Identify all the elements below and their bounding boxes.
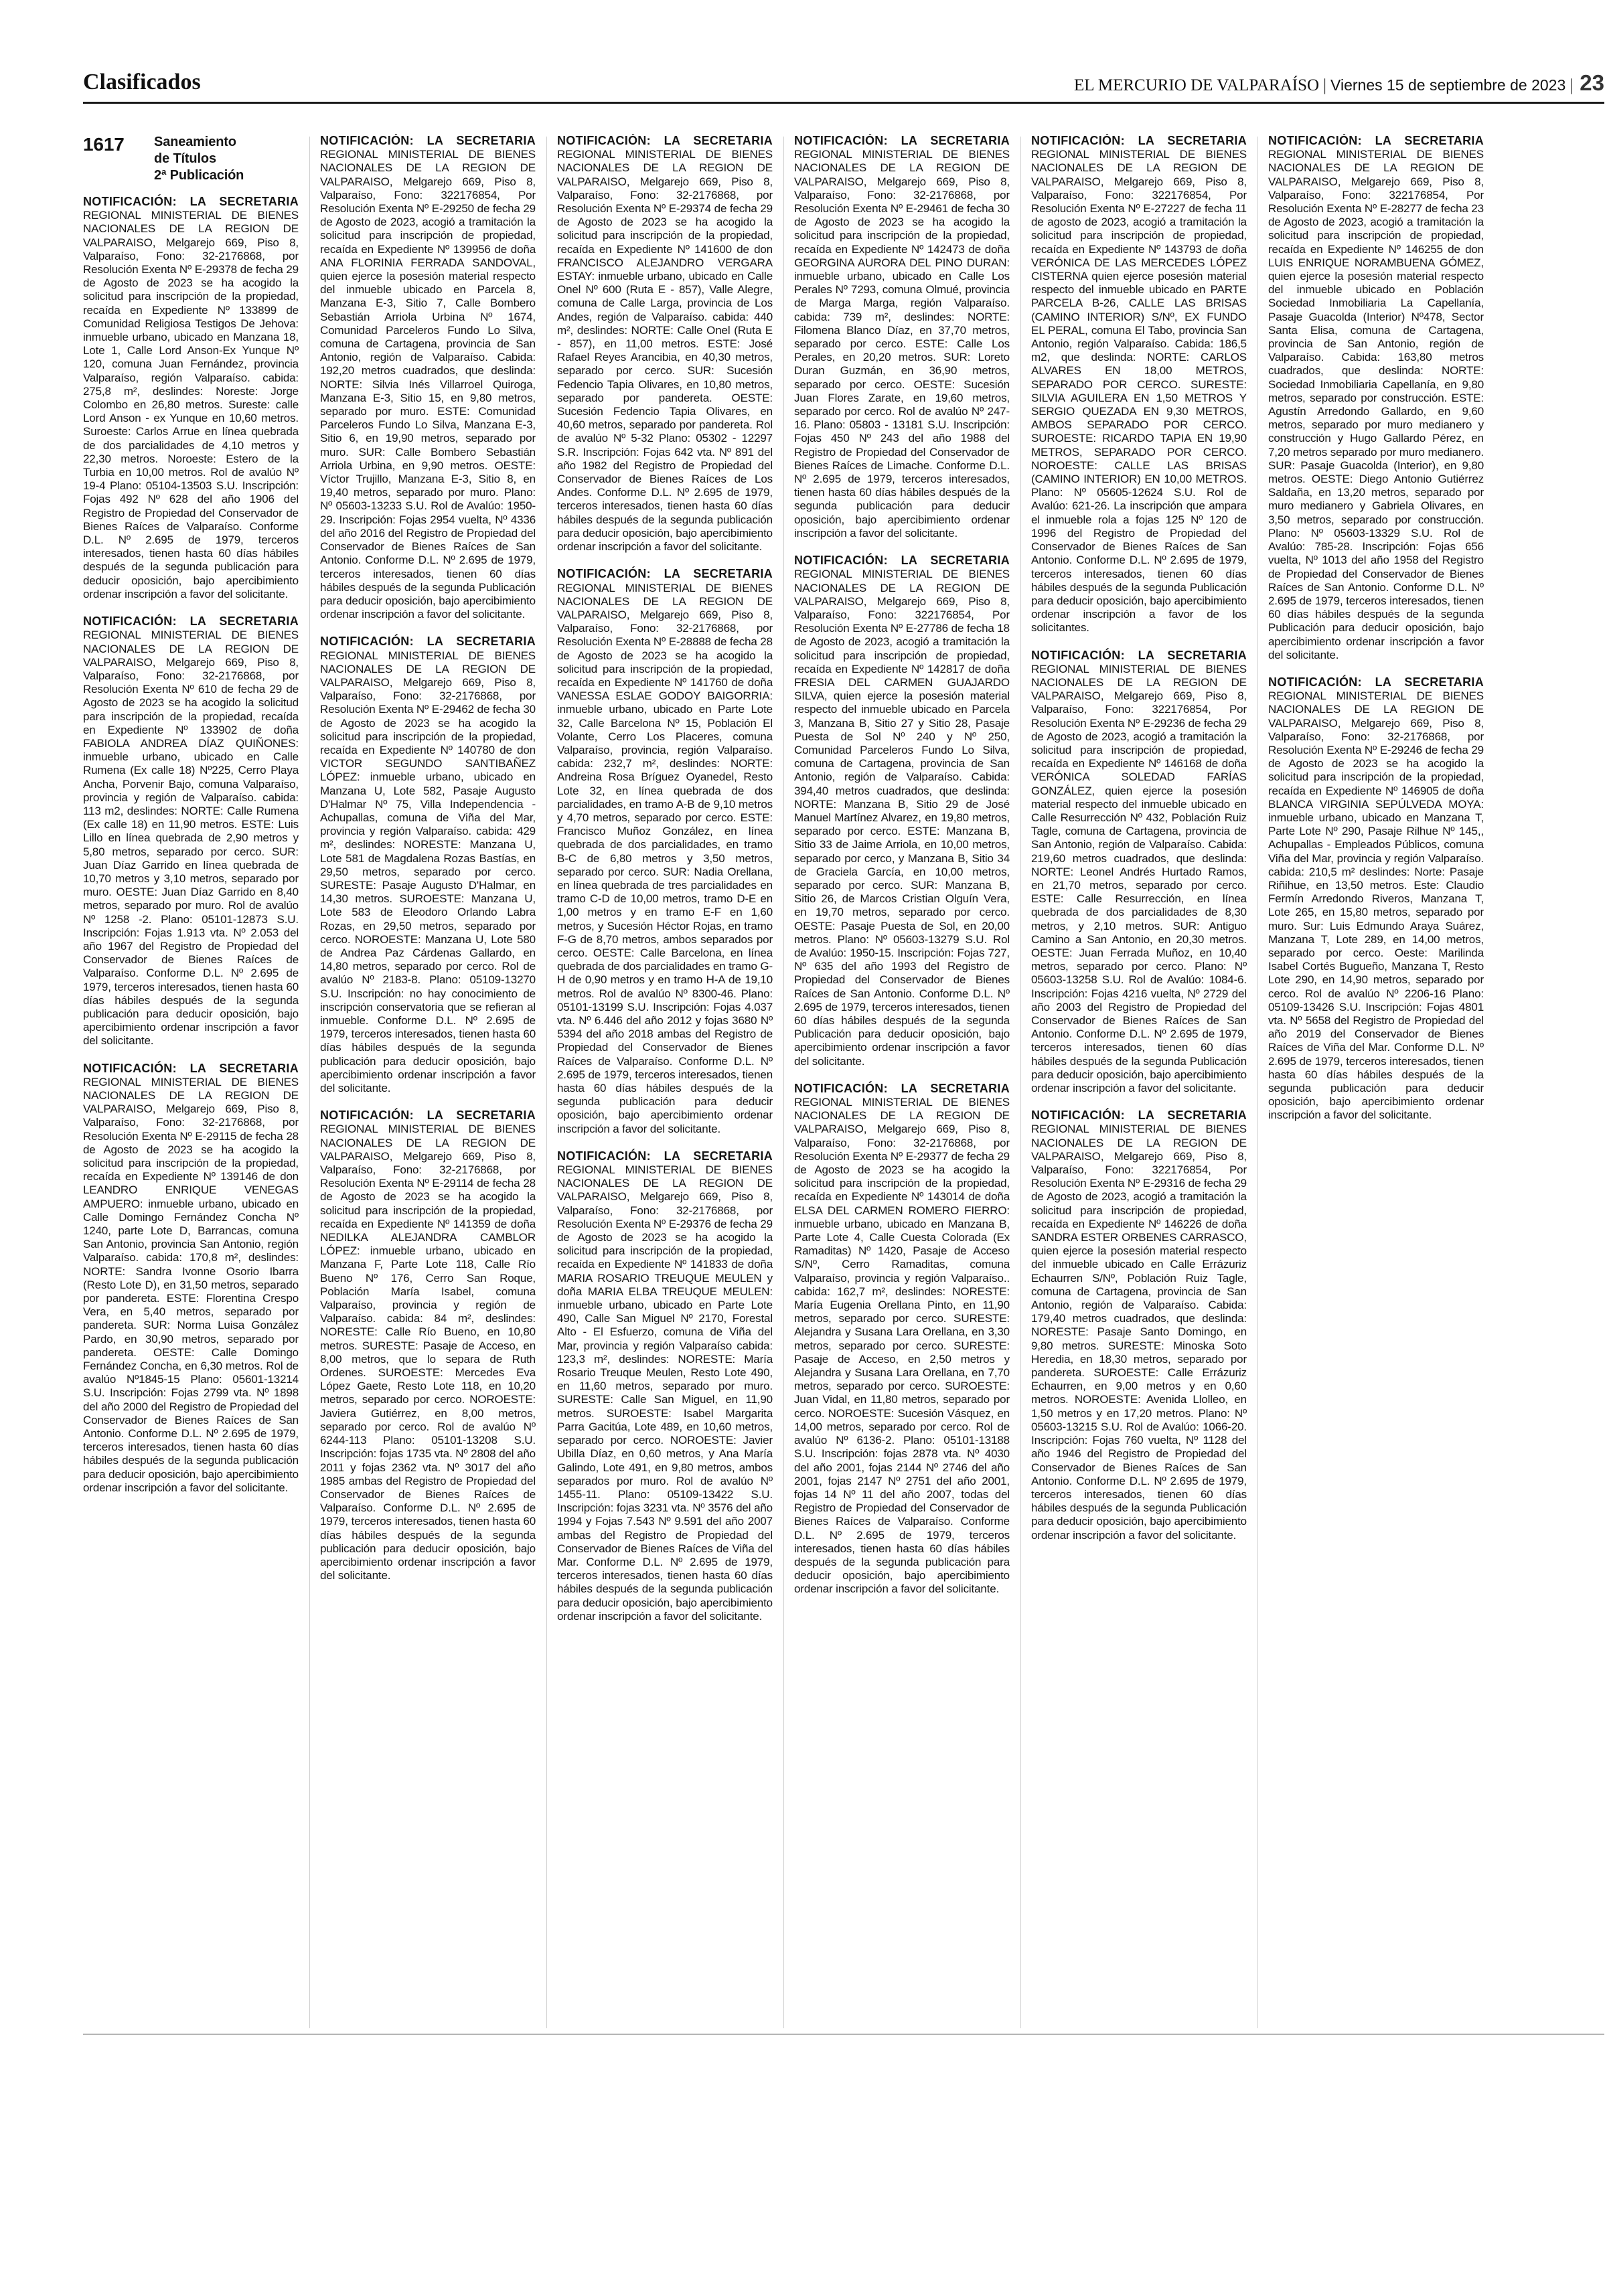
notice-heading: NOTIFICACIÓN: LA SECRETARIA: [557, 134, 773, 147]
notice-heading: NOTIFICACIÓN: LA SECRETARIA: [83, 1061, 299, 1075]
notice-heading: NOTIFICACIÓN: LA SECRETARIA: [320, 134, 536, 147]
notice-body: REGIONAL MINISTERIAL DE BIENES NACIONALES DE LA REGION DE VALPARAISO, Melgarejo 669, Piso 8, Valparaíso, Fono: 322176854, Por Resolución Exenta Nº E-27786 de fecha 18 de Agosto de 2023, acogió a tramitación la solicitud para inscripción de propiedad, recaída en Expediente Nº 142817 de doña FRESIA DEL CARMEN GUAJARDO SILVA, quien ejerce la posesión material respecto del inmueble ubicado en Parcela 3, Manzana B, Sitio 27 y Sitio 28, Pasaje Puesta de Sol Nº 240 y Nº 250, Comunidad Parceleros Fundo Lo Silva, comuna de Cartagena, provincia de San Antonio, región de Valparaíso. Cabida: 394,40 metros cuadrados, que deslinda: NORTE: Manzana B, Sitio 29 de José Manuel Martínez Alvarez, en 19,80 metros, separado por cerco. ESTE: Manzana B, Sitio 33 de Jaime Arriola, en 10,00 metros, separado por cerco, y Manzana B, Sitio 34 de Graciela García, en 10,00 metros, separado por cerco. SUR: Manzana B, Sitio 26, de Marcos Cristian Olguín Vera, en 19,70 metros, separado por cerco. OESTE: Pasaje Puesta de Sol, en 20,00 metros. Plano: Nº 05603-13279 S.U. Rol de Avalúo: 1950-15. Inscripción: Fojas 727, Nº 635 del año 1993 del Registro de Propiedad del Conservador de Bienes Raíces de San Antonio. Conforme D.L. Nº 2.695 de 1979, terceros interesados, tienen 60 días hábiles después de la segunda Publicación para deducir oposición, bajo apercibimiento ordenar inscripción a favor del solicitante.: [794, 568, 1010, 1068]
notice-body: REGIONAL MINISTERIAL DE BIENES NACIONALES DE LA REGION DE VALPARAISO, Melgarejo 669, Piso 8, Valparaíso, Fono: 32-2176868, por Resolución Exenta Nº E-28888 de fecha 28 de Agosto de 2023 se ha acogido la solicitud para inscripción de la propiedad, recaída en Expediente Nº 141760 de doña VANESSA ESLAE GODOY BAIGORRIA: inmueble urbano, ubicado en Parte Lote 32, Calle Barcelona Nº 15, Población El Volante, Cerro Los Placeres, comuna Valparaíso, provincia, región Valparaíso. cabida: 232,7 m², deslindes: NORTE: Andreina Rosa Bríguez Oyanedel, Resto Lote 32, en línea quebrada de dos parcialidades, en tramo A-B de 9,10 metros y 4,70 metros, separado por cerco. ESTE: Francisco Muñoz González, en línea quebrada de dos parcialidades, en tramo B-C de 6,80 metros y 3,50 metros, separado por cerco. SUR: Nadia Orellana, en línea quebrada de tres parcialidades en tramo C-D de 10,00 metros, tramo D-E en 1,00 metros y en tramo E-F en 1,60 metros, y Sucesión Héctor Rojas, en tramo F-G de 8,70 metros, ambos separados por cerco. OESTE: Calle Barcelona, en línea quebrada de dos parcialidades en tramo G-H de 0,90 metros y en tramo H-A de 19,10 metros. Rol de avalúo Nº 8300-46. Plano: 05101-13199 S.U. Inscripción: Fojas 4.037 vta. Nº 6.446 del año 2012 y fojas 3680 Nº 5394 del año 2018 ambas del Registro de Propiedad del Conservador de Bienes Raíces de Valparaíso. Conforme D.L. Nº 2.695 de 1979, terceros interesados, tienen hasta 60 días hábiles después de la segunda publicación para deducir oposición, bajo apercibimiento ordenar inscripción a favor del solicitante.: [557, 581, 773, 1135]
footer-rule: [83, 2034, 1604, 2035]
notice-heading: NOTIFICACIÓN: LA SECRETARIA: [83, 614, 299, 629]
notice-body: REGIONAL MINISTERIAL DE BIENES NACIONALES DE LA REGION DE VALPARAISO, Melgarejo 669, Piso 8, Valparaíso, Fono: 32-2176868, por Resolución Exenta Nº 610 de fecha 29 de Agosto de 2023 se ha acogido la solicitud para inscripción de la propiedad, recaída en Expediente Nº 133902 de doña FABIOLA ANDREA DÍAZ QUIÑONES: inmueble urbano, ubicado en Calle Rumena (Ex calle 18) Nº225, Cerro Playa Ancha, Porvenir Bajo, comuna Valparaíso, provincia y región de Valparaíso. cabida: 113 m2, deslindes: NORTE: Calle Rumena (Ex calle 18) en 11,90 metros. ESTE: Luis Lillo en línea quebrada de 2,90 metros y 5,80 metros, separado por cerco. SUR: Juan Díaz Garrido en línea quebrada de 10,70 metros y 3,10 metros, separado por muro. OESTE: Juan Díaz Garrido en 8,40 metros, separado por muro. Rol de avalúo Nº 1258 -2. Plano: 05101-12873 S.U. Inscripción: Fojas 1.913 vta. Nº 2.053 del año 1967 del Registro de Propiedad del Conservador de Bienes Raíces de Valparaíso. Conforme D.L. Nº 2.695 de 1979, terceros interesados, tienen hasta 60 días hábiles después de la segunda publicación para deducir oposición, bajo apercibimiento ordenar inscripción a favor del solicitante.: [83, 629, 299, 1048]
notice-heading: NOTIFICACIÓN: LA SECRETARIA: [557, 1149, 773, 1163]
notice-heading: NOTIFICACIÓN: LA SECRETARIA: [1031, 134, 1247, 147]
notice-body: REGIONAL MINISTERIAL DE BIENES NACIONALES DE LA REGION DE VALPARAISO, Melgarejo 669, Piso 8, Valparaíso, Fono: 32-2176868, por Resolución Exenta Nº E-29114 de fecha 28 de Agosto de 2023 se ha acogido la solicitud para inscripción de la propiedad, recaída en Expediente Nº 141359 de doña NEDILKA ALEJANDRA CAMBLOR LÓPEZ: inmueble urbano, ubicado en Manzana F, Parte Lote 118, Calle Río Bueno Nº 176, Cerro San Roque, Población María Isabel, comuna Valparaíso, provincia y región de Valparaíso. cabida: 84 m², deslindes: NORESTE: Calle Río Bueno, en 10,80 metros. SURESTE: Pasaje de Acceso, en 8,00 metros, que lo separa de Ruth Ordenes. SUROESTE: Mercedes Eva López Gaete, Resto Lote 118, en 10,20 metros, separado por cerco. NOROESTE: Javiera Gutiérrez, en 8,00 metros, separado por cerco. Rol de avalúo Nº 6244-113 Plano: 05101-13208 S.U. Inscripción: fojas 1735 vta. Nº 2808 del año 2011 y fojas 2362 vta. Nº 3017 del año 1985 ambas del Registro de Propiedad del Conservador de Bienes Raíces de Valparaíso. Conforme D.L. Nº 2.695 de 1979, terceros interesados, tienen hasta 60 días hábiles después de la segunda publicación para deducir oposición, bajo apercibimiento ordenar inscripción a favor del solicitante.: [320, 1123, 536, 1582]
notice-heading: NOTIFICACIÓN: LA SECRETARIA: [794, 554, 1010, 568]
notice-body: REGIONAL MINISTERIAL DE BIENES NACIONALES DE LA REGION DE VALPARAISO, Melgarejo 669, Piso 8, Valparaíso, Fono: 322176854, Por Resolución Exenta Nº E-28277 de fecha 23 de Agosto de 2023, acogió a tramitación la solicitud para inscripción de propiedad, recaída en Expediente Nº 146255 de don LUIS ENRIQUE NORAMBUENA GÓMEZ, quien ejerce la posesión material respecto del inmueble ubicado en Población Sociedad Inmobiliaria La Capellanía, Pasaje Guacolda (Interior) Nº478, Sector Santa Elisa, comuna de Cartagena, provincia de San Antonio, región de Valparaíso. Cabida: 163,80 metros cuadrados, que deslinda: NORTE: Sociedad Inmobiliaria Capellanía, en 9,80 metros, separado por construcción. ESTE: Agustín Arredondo Gallardo, en 9,60 metros, separado por muro medianero y construcción y Hugo Gallardo Pérez, en 7,20 metros separado por muro medianero. SUR: Pasaje Guacolda (Interior), en 9,80 metros. OESTE: Diego Antonio Gutiérrez Saldaña, en 13,20 metros, separado por muro medianero y Gabriela Olivares, en 3,50 metros, separado por construcción. Plano: Nº 05603-13329 S.U. Rol de Avalúo: 785-28. Inscripción: Fojas 656 vuelta, Nº 1013 del año 1958 del Registro de Propiedad del Conservador de Bienes Raíces de San Antonio. Conforme D.L. Nº 2.695 de 1979, terceros interesados, tienen 60 días hábiles después de la segunda Publicación para deducir oposición, bajo apercibimiento ordenar inscripción a favor del solicitante.: [1268, 148, 1484, 661]
notice-heading: NOTIFICACIÓN: LA SECRETARIA: [557, 567, 773, 581]
column-divider: [309, 137, 310, 2028]
notice-heading: NOTIFICACIÓN: LA SECRETARIA: [83, 195, 299, 208]
notice: [320, 635, 536, 1095]
notice-heading: NOTIFICACIÓN: LA SECRETARIA: [1268, 675, 1484, 689]
notice: [794, 554, 1010, 1068]
notice-body: REGIONAL MINISTERIAL DE BIENES NACIONALES DE LA REGION DE VALPARAISO, Melgarejo 669, Piso 8, Valparaíso, Fono: 322176854, Por Resolución Exenta Nº E-29236 de fecha 29 de Agosto de 2023, acogió a tramitación la solicitud para inscripción de propiedad, recaída en Expediente Nº 146168 de doña VERÓNICA SOLEDAD FARÍAS GONZÁLEZ, quien ejerce la posesión material respecto del inmueble ubicado en Calle Resurrección Nº 432, Población Ruiz Tagle, comuna de Cartagena, provincia de San Antonio, región de Valparaíso. Cabida: 219,60 metros cuadrados, que deslinda: NORTE: Leonel Andrés Hurtado Ramos, en 21,70 metros, separado por cerco. ESTE: Calle Resurrección, en línea quebrada de dos parcialidades de 8,30 metros, y 2,10 metros. SUR: Antiguo Camino a San Antonio, en 20,30 metros. OESTE: Juan Ferrada Muñoz, en 10,40 metros, separado por cerco. Plano: Nº 05603-13258 S.U. Rol de Avalúo: 1084-6. Inscripción: Fojas 4216 vuelta, Nº 2729 del año 2003 del Registro de Propiedad del Conservador de Bienes Raíces de San Antonio. Conforme D.L. Nº 2.695 de 1979, terceros interesados, tienen 60 días hábiles después de la segunda Publicación para deducir oposición, bajo apercibimiento ordenar inscripción a favor del solicitante.: [1031, 662, 1247, 1095]
header-rule: [83, 102, 1604, 104]
notice-heading: NOTIFICACIÓN: LA SECRETARIA: [794, 1081, 1010, 1095]
rubric-line: Saneamiento: [154, 135, 236, 149]
page-header: [83, 68, 1604, 102]
rubric-line: de Títulos: [154, 151, 216, 166]
notice: [1268, 134, 1484, 662]
notice-body: REGIONAL MINISTERIAL DE BIENES NACIONALES DE LA REGION DE VALPARAISO, Melgarejo 669, Piso 8, Valparaíso, Fono: 322176854, Por Resolución Exenta Nº E-29316 de fecha 29 de Agosto de 2023, acogió a tramitación la solicitud para inscripción de propiedad, recaída en Expediente Nº 146226 de doña SANDRA ESTER ORBENES CARRASCO, quien ejerce la posesión material respecto del inmueble ubicado en Calle Errázuriz Echaurren S/Nº, Población Ruiz Tagle, comuna de Cartagena, provincia de San Antonio, región de Valparaíso. Cabida: 179,40 metros cuadrados, que deslinda: NORESTE: Pasaje Santo Domingo, en 9,80 metros. SURESTE: Minoska Soto Heredia, en 18,30 metros, separado por pandereta. SUROESTE: Calle Errázuriz Echaurren, en 9,00 metros y en 0,60 metros. NOROESTE: Avenida Llolleo, en 1,50 metros y en 17,20 metros. Plano: Nº 05603-13215 S.U. Rol de Avalúo: 1066-20. Inscripción: Fojas 760 vuelta, Nº 1128 del año 1946 del Registro de Propiedad del Conservador de Bienes Raíces de San Antonio. Conforme D.L. Nº 2.695 de 1979, terceros interesados, tienen 60 días hábiles después de la segunda Publicación para deducir oposición, bajo apercibimiento ordenar inscripción a favor del solicitante.: [1031, 1123, 1247, 1542]
rubric-code: 1617: [83, 134, 125, 155]
notice-body: REGIONAL MINISTERIAL DE BIENES NACIONALES DE LA REGION DE VALPARAISO, Melgarejo 669, Piso 8, Valparaíso, Fono: 322176854, Por Resolución Exenta Nº E-29250 de fecha 29 de Agosto de 2023, acogió a tramitación la solicitud para inscripción de propiedad, recaída en Expediente Nº 139956 de doña ANA FLORINIA FERRADA SANDOVAL, quien ejerce la posesión material respecto del inmueble ubicado en Parcela 8, Manzana E-3, Sitio 7, Calle Bombero Sebastián Arriola Urbina Nº 1674, Comunidad Parceleros Fundo Lo Silva, comuna de Cartagena, provincia de San Antonio, región de Valparaíso. Cabida: 192,20 metros cuadrados, que deslinda: NORTE: Silvia Inés Villarroel Quiroga, Manzana E-3, Sitio 15, en 9,80 metros, separado por muro. ESTE: Comunidad Parceleros Fundo Lo Silva, Manzana E-3, Sitio 6, en 19,90 metros, separado por muro. SUR: Calle Bombero Sebastián Arriola Urbina, en 9,90 metros. OESTE: Víctor Trujillo, Manzana E-3, Sitio 8, en 19,40 metros, separado por muro. Plano: Nº 05603-13233 S.U. Rol de Avalúo: 1950-29. Inscripción: Fojas 2954 vuelta, Nº 4336 del año 2016 del Registro de Propiedad del Conservador de Bienes Raíces de San Antonio. Conforme D.L. Nº 2.695 de 1979, terceros interesados, tienen 60 días hábiles después de la segunda Publicación para deducir oposición, bajo apercibimiento ordenar inscripción a favor del solicitante.: [320, 148, 536, 621]
notice: [320, 134, 536, 621]
notice: [1268, 675, 1484, 1123]
notice-body: REGIONAL MINISTERIAL DE BIENES NACIONALES DE LA REGION DE VALPARAISO, Melgarejo 669, Piso 8, Valparaíso, Fono: 32-2176868, por Resolución Exenta Nº E-29374 de fecha 29 de Agosto de 2023 se ha acogido la solicitud para inscripción de la propiedad, recaída en Expediente Nº 141600 de don FRANCISCO ALEJANDRO VERGARA ESTAY: inmueble urbano, ubicado en Calle Onel Nº 600 (Ruta E - 857), Valle Alegre, comuna de Calle Larga, provincia de Los Andes, región de Valparaíso. cabida: 440 m², deslindes: NORTE: Calle Onel (Ruta E - 857), en 11,00 metros. ESTE: José Rafael Reyes Arancibia, en 40,30 metros, separado por cerco. SUR: Sucesión Fedencio Tapia Olivares, en 10,80 metros, separado por pandereta. OESTE: Sucesión Fedencio Tapia Olivares, en 40,60 metros, separado por pandereta. Rol de avalúo Nº 5-32 Plano: 05302 - 12297 S.R. Inscripción: Fojas 642 vta. Nº 891 del año 1982 del Registro de Propiedad del Conservador de Bienes Raíces de Los Andes. Conforme D.L. Nº 2.695 de 1979, terceros interesados, tienen hasta 60 días hábiles después de la segunda publicación para deducir oposición, bajo apercibimiento ordenar inscripción a favor del solicitante.: [557, 148, 773, 554]
notice: [794, 1082, 1010, 1596]
issue-date: Viernes 15 de septiembre de 2023: [1330, 76, 1566, 94]
masthead: EL MERCURIO DE VALPARAÍSO | Viernes 15 de septiembre de 2023 | 23: [1074, 70, 1604, 95]
notice: [320, 1109, 536, 1582]
classifieds-columns: [83, 134, 1604, 2028]
notice-body: REGIONAL MINISTERIAL DE BIENES NACIONALES DE LA REGION DE VALPARAISO, Melgarejo 669, Piso 8, Valparaíso, Fono: 32-2176868, por Resolución Exenta Nº E-29115 de fecha 28 de Agosto de 2023 se ha acogido la solicitud para inscripción de la propiedad, recaída en Expediente Nº 139146 de don LEANDRO ENRIQUE VENEGAS AMPUERO: inmueble urbano, ubicado en Calle Domingo Fernández Concha Nº 1240, parte Lote D, Barrancas, comuna San Antonio, provincia San Antonio, región Valparaíso. cabida: 170,8 m², deslindes: NORTE: Sandra Ivonne Osorio Ibarra (Resto Lote D), en 31,50 metros, separado por pandereta. ESTE: Florentina Crespo Vera, en 5,40 metros, separado por pandereta. SUR: Norma Luisa González Pardo, en 30,90 metros, separado por pandereta. OESTE: Calle Domingo Fernández Concha, en 6,30 metros. Rol de avalúo Nº1845-15 Plano: 05601-13214 S.U. Inscripción: Fojas 2799 vta. Nº 1898 del año 2000 del Registro de Propiedad del Conservador de Bienes Raíces de San Antonio. Conforme D.L. Nº 2.695 de 1979, terceros interesados, tienen hasta 60 días hábiles después de la segunda publicación para deducir oposición, bajo apercibimiento ordenar inscripción a favor del solicitante.: [83, 1075, 299, 1494]
notice-body: REGIONAL MINISTERIAL DE BIENES NACIONALES DE LA REGION DE VALPARAISO, Melgarejo 669, Piso 8, Valparaíso, Fono: 322176854, Por Resolución Exenta Nº E-27227 de fecha 11 de agosto de 2023, acogió a tramitación la solicitud para inscripción de propiedad, recaída en Expediente Nº 143793 de doña VERÓNICA DE LAS MERCEDES LÓPEZ CISTERNA quien ejerce posesión material respecto del inmueble ubicado en PARTE PARCELA B-26, CALLE LAS BRISAS (CAMINO INTERIOR) S/Nº, EX FUNDO EL PERAL, comuna El Tabo, provincia San Antonio, región Valparaíso. Cabida: 186,5 m2, que deslinda: NORTE: CARLOS ALVARES EN 18,00 METROS, SEPARADO POR CERCO. SURESTE: SILVIA AGUILERA EN 1,50 METROS Y SERGIO QUEZADA EN 9,30 METROS, AMBOS SEPARADO POR CERCO. SUROESTE: RICARDO TAPIA EN 19,90 METROS, SEPARADO POR CERCO. NOROESTE: CALLE LAS BRISAS (CAMINO INTERIOR) EN 10,00 METROS. Plano: Nº 05605-12624 S.U. Rol de Avalúo: 621-26. La inscripción que ampara el inmueble rola a fojas 125 Nº 120 de 1996 del Registro de Propiedad del Conservador de Bienes Raíces de San Antonio. Conforme D.L. Nº 2.695 de 1979, terceros interesados, tienen 60 días hábiles después de la segunda Publicación para deducir oposición, bajo apercibimiento ordenar inscripción a favor de los solicitantes.: [1031, 148, 1247, 635]
notice: [1031, 134, 1247, 635]
notice-body: REGIONAL MINISTERIAL DE BIENES NACIONALES DE LA REGION DE VALPARAISO, Melgarejo 669, Piso 8, Valparaíso, Fono: 32-2176868, por Resolución Exenta Nº E-29461 de fecha 30 de Agosto de 2023 se ha acogido la solicitud para inscripción de la propiedad, recaída en Expediente Nº 142473 de doña GEORGINA AURORA DEL PINO DURAN: inmueble urbano, ubicado en Calle Los Perales Nº 7293, comuna Olmué, provincia de Marga Marga, región Valparaíso. cabida: 739 m², deslindes: NORTE: Filomena Blanco Díaz, en 37,70 metros, separado por cerco. ESTE: Calle Los Perales, en 20,20 metros. SUR: Loreto Duran Guzmán, en 36,90 metros, separado por cerco. OESTE: Sucesión Juan Flores Zarate, en 19,60 metros, separado por cerco. Rol de avalúo Nº 247-16. Plano: 05803 - 13181 S.U. Inscripción: Fojas 450 Nº 243 del año 1988 del Registro de Propiedad del Conservador de Bienes Raíces de Limache. Conforme D.L. Nº 2.695 de 1979, terceros interesados, tienen hasta 60 días hábiles después de la segunda publicación para deducir oposición, bajo apercibimiento ordenar inscripción a favor del solicitante.: [794, 148, 1010, 540]
column-6: [1268, 134, 1484, 2028]
notice: [557, 134, 773, 554]
notice-heading: NOTIFICACIÓN: LA SECRETARIA: [320, 635, 536, 649]
notice-heading: NOTIFICACIÓN: LA SECRETARIA: [794, 134, 1010, 147]
column-divider: [1257, 137, 1258, 2028]
notice-heading: NOTIFICACIÓN: LA SECRETARIA: [320, 1109, 536, 1123]
notice: [1031, 1109, 1247, 1542]
column-5: [1031, 134, 1247, 2028]
notice-body: REGIONAL MINISTERIAL DE BIENES NACIONALES DE LA REGION DE VALPARAISO, Melgarejo 669, Piso 8, Valparaíso, Fono: 32-2176868, por Resolución Exenta Nº E-29378 de fecha 29 de Agosto de 2023 se ha acogido la solicitud para inscripción de la propiedad, recaída en Expediente Nº 133899 de Comunidad Religiosa Testigos De Jehova: inmueble urbano, ubicado en Manzana 18, Lote 1, Calle Lord Anson-Ex Yunque Nº 120, comuna Juan Fernández, provincia Valparaíso, región Valparaíso. cabida: 275,8 m², deslindes: Noreste: Jorge Colombo en 26,80 metros. Sureste: calle Lord Anson - ex Yunque en 10,60 metros. Suroeste: Carlos Arrue en línea quebrada de dos parcialidades de 4,10 metros y 22,30 metros. Noroeste: Estero de la Turbia en 10,00 metros. Rol de avalúo Nº 19-4 Plano: 05104-13503 S.U. Inscripción: Fojas 492 Nº 628 del año 1906 del Registro de Propiedad del Conservador de Bienes Raíces de Valparaíso. Conforme D.L. Nº 2.695 de 1979, terceros interesados, tienen hasta 60 días hábiles después de la segunda publicación para deducir oposición, bajo apercibimiento ordenar inscripción a favor del solicitante.: [83, 209, 299, 600]
rubric-line: 2ª Publicación: [154, 168, 244, 183]
column-divider: [546, 137, 547, 2028]
column-2: [320, 134, 536, 2028]
notice-body: REGIONAL MINISTERIAL DE BIENES NACIONALES DE LA REGION DE VALPARAISO, Melgarejo 669, Piso 8, Valparaíso, Fono: 32-2176868, por Resolución Exenta Nº E-29246 de fecha 29 de Agosto de 2023 se ha acogido la solicitud para inscripción de la propiedad, recaída en Expediente Nº 146905 de doña BLANCA VIRGINIA SEPÚLVEDA MOYA: inmueble urbano, ubicado en Manzana T, Parte Lote Nº 290, Pasaje Rilhue Nº 145,, Achupallas - Empleados Públicos, comuna Viña del Mar, provincia y región Valparaíso. cabida: 210,5 m² deslindes: Norte: Pasaje Riñihue, en 13,50 metros. Este: Claudio Fermín Arredondo Riveros, Manzana T, Lote 265, en 15,80 metros, separado por muro. Sur: Luis Edmundo Araya Suárez, Manzana T, Lote 289, en 14,00 metros, separado por cerco. Oeste: Marilinda Isabel Cortés Bugueño, Manzana T, Resto Lote 290, en 14,90 metros, separado por cerco. Rol de avalúo Nº 2206-16 Plano: 05109-13426 S.U. Inscripción: Fojas 4801 vta. Nº 5658 del Registro de Propiedad del año 2019 del Conservador de Bienes Raíces de Viña del Mar. Conforme D.L. Nº 2.695 de 1979, terceros interesados, tienen hasta 60 días hábiles después de la segunda publicación para deducir oposición, bajo apercibimiento ordenar inscripción a favor del solicitante.: [1268, 689, 1484, 1122]
notice-body: REGIONAL MINISTERIAL DE BIENES NACIONALES DE LA REGION DE VALPARAISO, Melgarejo 669, Piso 8, Valparaíso, Fono: 32-2176868, por Resolución Exenta Nº E-29376 de fecha 29 de Agosto de 2023 se ha acogido la solicitud para inscripción de la propiedad, recaída en Expediente Nº 141833 de doña MARIA ROSARIO TREUQUE MEULEN y doña MARIA ELBA TREUQUE MEULEN: inmueble urbano, ubicado en Parte Lote 490, Calle San Miguel Nº 2170, Forestal Alto - El Esfuerzo, comuna de Viña del Mar, provincia y región Valparaíso cabida: 123,3 m², deslindes: NORESTE: María Rosario Treuque Meulen, Resto Lote 490, en 11,60 metros, separado por muro. SURESTE: Calle San Miguel, en 11,90 metros. SUROESTE: Isabel Margarita Parra Gacitúa, Lote 489, en 10,60 metros, separado por cerco. NOROESTE: Javier Ubilla Díaz, en 0,60 metros, y Ana María Galindo, Lote 491, en 9,80 metros, ambos separados por muro. Rol de avalúo Nº 1455-11. Plano: 05109-13422 S.U. Inscripción: fojas 3231 vta. Nº 3576 del año 1994 y Fojas 7.543 Nº 9.591 del año 2007 ambas del Registro de Propiedad del Conservador de Bienes Raíces de Viña del Mar. Conforme D.L. Nº 2.695 de 1979, terceros interesados, tienen hasta 60 días hábiles después de la segunda publicación para deducir oposición, bajo apercibimiento ordenar inscripción a favor del solicitante.: [557, 1163, 773, 1623]
notice: [83, 195, 299, 601]
column-4: [794, 134, 1010, 2028]
section-title: Clasificados: [83, 70, 201, 94]
page-number: 23: [1580, 70, 1604, 95]
notice: [794, 134, 1010, 540]
notice-body: REGIONAL MINISTERIAL DE BIENES NACIONALES DE LA REGION DE VALPARAISO, Melgarejo 669, Piso 8, Valparaíso, Fono: 32-2176868, por Resolución Exenta Nº E-29377 de fecha 29 de Agosto de 2023 se ha acogido la solicitud para inscripción de la propiedad, recaída en Expediente Nº 143014 de doña ELSA DEL CARMEN ROMERO FIERRO: inmueble urbano, ubicado en Manzana B, Parte Lote 4, Calle Cuesta Colorada (Ex Ramaditas) Nº 1420, Pasaje de Acceso S/Nº, Cerro Ramaditas, comuna Valparaíso, provincia y región Valparaíso.. cabida: 162,7 m², deslindes: NORESTE: María Eugenia Orellana Pinto, en 11,90 metros, separado por cerco. SURESTE: Alejandra y Susana Lara Orellana, en 3,30 metros, separado por cerco. SURESTE: Pasaje de Acceso, en 2,50 metros y Alejandra y Susana Lara Orellana, en 7,70 metros, separado por cerco. SUROESTE: Juan Vidal, en 11,80 metros, separado por cerco. NOROESTE: Sucesión Vásquez, en 14,00 metros, separado por cerco. Rol de avalúo Nº 6136-2. Plano: 05101-13188 S.U. Inscripción: fojas 2878 vta. Nº 4030 del año 2001, fojas 2144 Nº 2746 del año 2001, fojas 2147 Nº 2751 del año 2001, fojas 14 Nº 11 del año 2007, todas del Registro de Propiedad del Conservador de Bienes Raíces de Valparaíso. Conforme D.L. Nº 2.695 de 1979, terceros interesados, tienen hasta 60 días hábiles después de la segunda publicación para deducir oposición, bajo apercibimiento ordenar inscripción a favor del solicitante.: [794, 1096, 1010, 1596]
notice-heading: NOTIFICACIÓN: LA SECRETARIA: [1268, 134, 1484, 147]
notice-heading: NOTIFICACIÓN: LA SECRETARIA: [1031, 1109, 1247, 1123]
rubric-title: [154, 134, 244, 184]
notice: [83, 614, 299, 1048]
notice: [83, 1062, 299, 1495]
notice: [1031, 649, 1247, 1096]
rubric-heading: [83, 134, 299, 184]
column-divider: [1020, 137, 1021, 2028]
column-3: [557, 134, 773, 2028]
newspaper-name: EL MERCURIO DE VALPARAÍSO: [1074, 76, 1320, 94]
notice-body: REGIONAL MINISTERIAL DE BIENES NACIONALES DE LA REGION DE VALPARAISO, Melgarejo 669, Piso 8, Valparaíso, Fono: 32-2176868, por Resolución Exenta Nº E-29462 de fecha 30 de Agosto de 2023 se ha acogido la solicitud para inscripción de la propiedad, recaída en Expediente Nº 140780 de don VICTOR SEGUNDO SANTIBAÑEZ LÓPEZ: inmueble urbano, ubicado en Manzana U, Lote 582, Pasaje Augusto D'Halmar Nº 75, Villa Independencia - Achupallas, comuna de Viña del Mar, provincia y región Valparaíso. cabida: 429 m², deslindes: NORESTE: Manzana U, Lote 581 de Magdalena Rozas Bastías, en 29,50 metros, separado por cerco. SURESTE: Pasaje Augusto D'Halmar, en 14,30 metros. SUROESTE: Manzana U, Lote 583 de Eleodoro Orlando Labra Rozas, en 29,50 metros, separado por cerco. NOROESTE: Manzana U, Lote 580 de Andrea Paz Cárdenas Gallardo, en 14,80 metros, separado por cerco. Rol de avalúo Nº 2183-8. Plano: 05109-13270 S.U. Inscripción: no hay conocimiento de inscripción conservatoria que se refieran al inmueble. Conforme D.L. Nº 2.695 de 1979, terceros interesados, tienen hasta 60 días hábiles después de la segunda publicación para deducir oposición, bajo apercibimiento ordenar inscripción a favor del solicitante.: [320, 649, 536, 1095]
notice: [557, 1149, 773, 1623]
notice: [557, 567, 773, 1136]
column-1: [83, 134, 299, 2028]
column-divider: [783, 137, 784, 2028]
notice-heading: NOTIFICACIÓN: LA SECRETARIA: [1031, 648, 1247, 662]
